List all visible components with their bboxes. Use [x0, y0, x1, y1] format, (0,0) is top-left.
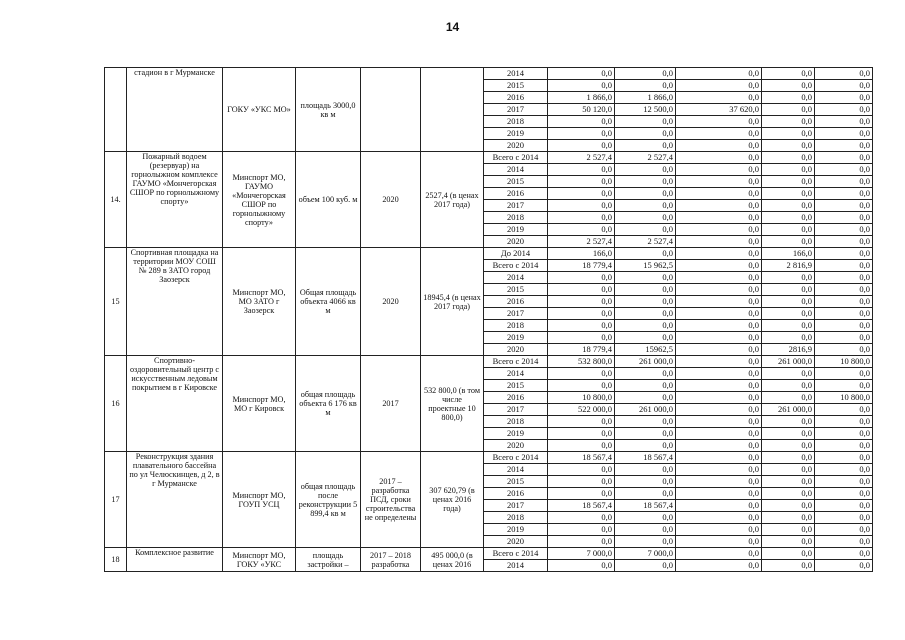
federal-budget: 0,0 [676, 152, 762, 164]
year-cell: Всего с 2014 [484, 452, 548, 464]
page-number: 14 [445, 20, 460, 34]
year-cell: 2015 [484, 176, 548, 188]
other-sources: 0,0 [815, 236, 873, 248]
federal-budget: 0,0 [676, 440, 762, 452]
local-budget: 0,0 [762, 428, 815, 440]
total-amount: 0,0 [548, 416, 615, 428]
regional-budget: 0,0 [615, 68, 676, 80]
other-sources: 10 800,0 [815, 356, 873, 368]
local-budget: 0,0 [762, 164, 815, 176]
local-budget: 0,0 [762, 476, 815, 488]
estimated-cost: 532 800,0 (в том числе проектные 10 800,0) [421, 356, 484, 452]
federal-budget: 0,0 [676, 320, 762, 332]
total-amount: 0,0 [548, 380, 615, 392]
regional-budget: 0,0 [615, 320, 676, 332]
other-sources: 0,0 [815, 164, 873, 176]
total-amount: 0,0 [548, 128, 615, 140]
other-sources: 0,0 [815, 128, 873, 140]
other-sources: 0,0 [815, 344, 873, 356]
year-cell: 2014 [484, 272, 548, 284]
total-amount: 0,0 [548, 320, 615, 332]
regional-budget: 18 567,4 [615, 452, 676, 464]
year-cell: 2020 [484, 344, 548, 356]
federal-budget: 0,0 [676, 260, 762, 272]
total-amount: 0,0 [548, 116, 615, 128]
year-cell: 2019 [484, 428, 548, 440]
completion-term: 2020 [361, 152, 421, 248]
other-sources: 0,0 [815, 200, 873, 212]
other-sources: 0,0 [815, 428, 873, 440]
investment-table [104, 67, 873, 572]
regional-budget: 0,0 [615, 464, 676, 476]
regional-budget: 261 000,0 [615, 404, 676, 416]
regional-budget: 0,0 [615, 164, 676, 176]
federal-budget: 0,0 [676, 392, 762, 404]
year-cell: 2016 [484, 92, 548, 104]
year-cell: 2016 [484, 296, 548, 308]
customer-name: Минспорт МО, МО г Кировск [223, 356, 296, 452]
regional-budget: 15962,5 [615, 344, 676, 356]
federal-budget: 0,0 [676, 224, 762, 236]
regional-budget: 0,0 [615, 224, 676, 236]
regional-budget: 0,0 [615, 416, 676, 428]
federal-budget: 0,0 [676, 68, 762, 80]
local-budget: 0,0 [762, 560, 815, 572]
federal-budget: 0,0 [676, 524, 762, 536]
regional-budget: 0,0 [615, 428, 676, 440]
table-row [105, 152, 873, 164]
table-row [105, 68, 873, 80]
regional-budget: 0,0 [615, 392, 676, 404]
other-sources: 0,0 [815, 404, 873, 416]
other-sources: 0,0 [815, 332, 873, 344]
regional-budget: 0,0 [615, 272, 676, 284]
regional-budget: 1 866,0 [615, 92, 676, 104]
other-sources: 0,0 [815, 500, 873, 512]
other-sources: 0,0 [815, 140, 873, 152]
local-budget: 0,0 [762, 224, 815, 236]
total-amount: 18 779,4 [548, 260, 615, 272]
local-budget: 2 816,9 [762, 260, 815, 272]
other-sources: 0,0 [815, 224, 873, 236]
year-cell: 2015 [484, 476, 548, 488]
total-amount: 0,0 [548, 284, 615, 296]
year-cell: 2016 [484, 188, 548, 200]
regional-budget: 0,0 [615, 440, 676, 452]
federal-budget: 0,0 [676, 344, 762, 356]
local-budget: 0,0 [762, 152, 815, 164]
local-budget: 0,0 [762, 104, 815, 116]
row-number: 16 [105, 356, 127, 452]
local-budget: 0,0 [762, 236, 815, 248]
federal-budget: 0,0 [676, 296, 762, 308]
total-amount: 18 779,4 [548, 344, 615, 356]
total-amount: 10 800,0 [548, 392, 615, 404]
other-sources: 0,0 [815, 464, 873, 476]
year-cell: 2014 [484, 368, 548, 380]
local-budget: 0,0 [762, 380, 815, 392]
total-amount: 0,0 [548, 224, 615, 236]
regional-budget: 0,0 [615, 296, 676, 308]
local-budget: 0,0 [762, 308, 815, 320]
total-amount: 0,0 [548, 332, 615, 344]
total-amount: 50 120,0 [548, 104, 615, 116]
federal-budget: 0,0 [676, 128, 762, 140]
local-budget: 0,0 [762, 488, 815, 500]
total-amount: 2 527,4 [548, 152, 615, 164]
object-capacity: общая площадь после реконструкции 5 899,4 кв м [296, 452, 361, 548]
total-amount: 18 567,4 [548, 452, 615, 464]
other-sources: 0,0 [815, 416, 873, 428]
federal-budget: 0,0 [676, 464, 762, 476]
federal-budget: 0,0 [676, 560, 762, 572]
year-cell: Всего с 2014 [484, 548, 548, 560]
regional-budget: 0,0 [615, 116, 676, 128]
regional-budget: 0,0 [615, 212, 676, 224]
year-cell: 2019 [484, 524, 548, 536]
total-amount: 0,0 [548, 440, 615, 452]
other-sources: 0,0 [815, 476, 873, 488]
local-budget: 0,0 [762, 464, 815, 476]
total-amount: 522 000,0 [548, 404, 615, 416]
estimated-cost: 18945,4 (в ценах 2017 года) [421, 248, 484, 356]
federal-budget: 0,0 [676, 140, 762, 152]
year-cell: 2020 [484, 536, 548, 548]
completion-term: 2017 [361, 356, 421, 452]
local-budget: 0,0 [762, 272, 815, 284]
year-cell: 2019 [484, 332, 548, 344]
other-sources: 0,0 [815, 320, 873, 332]
year-cell: 2020 [484, 140, 548, 152]
local-budget: 2816,9 [762, 344, 815, 356]
federal-budget: 0,0 [676, 116, 762, 128]
regional-budget: 0,0 [615, 488, 676, 500]
federal-budget: 0,0 [676, 452, 762, 464]
other-sources: 0,0 [815, 80, 873, 92]
other-sources: 0,0 [815, 92, 873, 104]
row-number [105, 68, 127, 152]
object-name: Комплексное развитие [127, 548, 223, 572]
total-amount: 7 000,0 [548, 548, 615, 560]
other-sources: 0,0 [815, 536, 873, 548]
federal-budget: 0,0 [676, 380, 762, 392]
object-name: Пожарный водоем (резервуар) на горнолыжном комплексе ГАУМО «Мончегорская СШОР по горнолыжному спорту» [127, 152, 223, 248]
year-cell: 2018 [484, 320, 548, 332]
federal-budget: 0,0 [676, 548, 762, 560]
local-budget: 0,0 [762, 452, 815, 464]
regional-budget: 15 962,5 [615, 260, 676, 272]
table-row [105, 356, 873, 368]
year-cell: Всего с 2014 [484, 260, 548, 272]
total-amount: 0,0 [548, 560, 615, 572]
object-name: Спортивно-оздоровительный центр с искусственным ледовым покрытием в г Кировске [127, 356, 223, 452]
other-sources: 0,0 [815, 176, 873, 188]
object-capacity: площадь застройки – [296, 548, 361, 572]
local-budget: 261 000,0 [762, 356, 815, 368]
regional-budget: 0,0 [615, 284, 676, 296]
total-amount: 0,0 [548, 188, 615, 200]
other-sources: 0,0 [815, 296, 873, 308]
other-sources: 0,0 [815, 116, 873, 128]
estimated-cost: 2527,4 (в ценах 2017 года) [421, 152, 484, 248]
regional-budget: 0,0 [615, 308, 676, 320]
regional-budget: 0,0 [615, 536, 676, 548]
regional-budget: 0,0 [615, 476, 676, 488]
local-budget: 0,0 [762, 140, 815, 152]
federal-budget: 0,0 [676, 92, 762, 104]
row-number: 14. [105, 152, 127, 248]
regional-budget: 0,0 [615, 200, 676, 212]
other-sources: 0,0 [815, 488, 873, 500]
total-amount: 0,0 [548, 200, 615, 212]
total-amount: 0,0 [548, 164, 615, 176]
local-budget: 0,0 [762, 332, 815, 344]
completion-term: 2017 – 2018 разработка [361, 548, 421, 572]
local-budget: 0,0 [762, 392, 815, 404]
local-budget: 0,0 [762, 200, 815, 212]
total-amount: 0,0 [548, 80, 615, 92]
total-amount: 0,0 [548, 428, 615, 440]
regional-budget: 0,0 [615, 188, 676, 200]
object-capacity: Общая площадь объекта 4066 кв м [296, 248, 361, 356]
federal-budget: 0,0 [676, 284, 762, 296]
regional-budget: 2 527,4 [615, 236, 676, 248]
customer-name: ГОКУ «УКС МО» [223, 68, 296, 152]
regional-budget: 7 000,0 [615, 548, 676, 560]
federal-budget: 0,0 [676, 332, 762, 344]
total-amount: 0,0 [548, 536, 615, 548]
total-amount: 0,0 [548, 368, 615, 380]
federal-budget: 0,0 [676, 80, 762, 92]
table-row [105, 248, 873, 260]
federal-budget: 0,0 [676, 188, 762, 200]
local-budget: 0,0 [762, 212, 815, 224]
federal-budget: 0,0 [676, 404, 762, 416]
table-body [105, 68, 873, 572]
regional-budget: 0,0 [615, 332, 676, 344]
local-budget: 166,0 [762, 248, 815, 260]
other-sources: 0,0 [815, 248, 873, 260]
year-cell: 2015 [484, 284, 548, 296]
total-amount: 0,0 [548, 464, 615, 476]
year-cell: 2015 [484, 380, 548, 392]
year-cell: 2015 [484, 80, 548, 92]
local-budget: 0,0 [762, 116, 815, 128]
local-budget: 0,0 [762, 524, 815, 536]
regional-budget: 0,0 [615, 512, 676, 524]
year-cell: 2014 [484, 464, 548, 476]
other-sources: 0,0 [815, 272, 873, 284]
regional-budget: 0,0 [615, 560, 676, 572]
estimated-cost: 307 620,79 (в ценах 2016 года) [421, 452, 484, 548]
total-amount: 1 866,0 [548, 92, 615, 104]
estimated-cost [421, 68, 484, 152]
year-cell: 2019 [484, 224, 548, 236]
other-sources: 0,0 [815, 524, 873, 536]
total-amount: 0,0 [548, 308, 615, 320]
row-number: 15 [105, 248, 127, 356]
federal-budget: 0,0 [676, 476, 762, 488]
other-sources: 0,0 [815, 104, 873, 116]
other-sources: 0,0 [815, 152, 873, 164]
customer-name: Минспорт МО, ГОУП УСЦ [223, 452, 296, 548]
total-amount: 18 567,4 [548, 500, 615, 512]
regional-budget: 0,0 [615, 248, 676, 260]
other-sources: 0,0 [815, 440, 873, 452]
local-budget: 0,0 [762, 92, 815, 104]
object-name: Реконструкция здания плавательного бассейна по ул Челюскинцев, д 2, в г Мурманске [127, 452, 223, 548]
year-cell: 2018 [484, 416, 548, 428]
regional-budget: 2 527,4 [615, 152, 676, 164]
year-cell: Всего с 2014 [484, 152, 548, 164]
year-cell: 2017 [484, 500, 548, 512]
completion-term: 2017 – разработка ПСД, сроки строительства не определены [361, 452, 421, 548]
other-sources: 0,0 [815, 188, 873, 200]
regional-budget: 18 567,4 [615, 500, 676, 512]
year-cell: 2014 [484, 560, 548, 572]
total-amount: 0,0 [548, 476, 615, 488]
federal-budget: 0,0 [676, 212, 762, 224]
total-amount: 0,0 [548, 272, 615, 284]
total-amount: 2 527,4 [548, 236, 615, 248]
federal-budget: 0,0 [676, 236, 762, 248]
year-cell: Всего с 2014 [484, 356, 548, 368]
row-number: 17 [105, 452, 127, 548]
estimated-cost: 495 000,0 (в ценах 2016 [421, 548, 484, 572]
federal-budget: 0,0 [676, 200, 762, 212]
year-cell: 2019 [484, 128, 548, 140]
object-name: Спортивная площадка на территории МОУ СОШ № 289 в ЗАТО город Заозерск [127, 248, 223, 356]
other-sources: 10 800,0 [815, 392, 873, 404]
local-budget: 0,0 [762, 548, 815, 560]
local-budget: 261 000,0 [762, 404, 815, 416]
year-cell: 2018 [484, 116, 548, 128]
year-cell: 2014 [484, 164, 548, 176]
federal-budget: 0,0 [676, 488, 762, 500]
federal-budget: 0,0 [676, 248, 762, 260]
total-amount: 0,0 [548, 512, 615, 524]
regional-budget: 0,0 [615, 140, 676, 152]
local-budget: 0,0 [762, 80, 815, 92]
other-sources: 0,0 [815, 452, 873, 464]
customer-name: Минспорт МО, ГОКУ «УКС [223, 548, 296, 572]
completion-term [361, 68, 421, 152]
object-name: стадион в г Мурманске [127, 68, 223, 152]
regional-budget: 261 000,0 [615, 356, 676, 368]
local-budget: 0,0 [762, 416, 815, 428]
table-row [105, 452, 873, 464]
year-cell: 2017 [484, 404, 548, 416]
year-cell: 2018 [484, 212, 548, 224]
object-capacity: объем 100 куб. м [296, 152, 361, 248]
local-budget: 0,0 [762, 68, 815, 80]
year-cell: 2017 [484, 308, 548, 320]
federal-budget: 0,0 [676, 500, 762, 512]
local-budget: 0,0 [762, 128, 815, 140]
year-cell: 2016 [484, 392, 548, 404]
local-budget: 0,0 [762, 284, 815, 296]
total-amount: 0,0 [548, 212, 615, 224]
year-cell: 2020 [484, 236, 548, 248]
local-budget: 0,0 [762, 368, 815, 380]
federal-budget: 37 620,0 [676, 104, 762, 116]
other-sources: 0,0 [815, 512, 873, 524]
year-cell: 2020 [484, 440, 548, 452]
regional-budget: 0,0 [615, 128, 676, 140]
local-budget: 0,0 [762, 440, 815, 452]
other-sources: 0,0 [815, 548, 873, 560]
customer-name: Минспорт МО, ГАУМО «Мончегорская СШОР по горнолыжному спорту» [223, 152, 296, 248]
other-sources: 0,0 [815, 368, 873, 380]
local-budget: 0,0 [762, 188, 815, 200]
year-cell: 2017 [484, 104, 548, 116]
row-number: 18 [105, 548, 127, 572]
total-amount: 166,0 [548, 248, 615, 260]
other-sources: 0,0 [815, 260, 873, 272]
total-amount: 0,0 [548, 524, 615, 536]
local-budget: 0,0 [762, 320, 815, 332]
regional-budget: 0,0 [615, 176, 676, 188]
total-amount: 532 800,0 [548, 356, 615, 368]
year-cell: 2014 [484, 68, 548, 80]
federal-budget: 0,0 [676, 428, 762, 440]
local-budget: 0,0 [762, 536, 815, 548]
total-amount: 0,0 [548, 296, 615, 308]
federal-budget: 0,0 [676, 272, 762, 284]
federal-budget: 0,0 [676, 308, 762, 320]
federal-budget: 0,0 [676, 356, 762, 368]
federal-budget: 0,0 [676, 176, 762, 188]
other-sources: 0,0 [815, 284, 873, 296]
other-sources: 0,0 [815, 380, 873, 392]
other-sources: 0,0 [815, 212, 873, 224]
federal-budget: 0,0 [676, 536, 762, 548]
completion-term: 2020 [361, 248, 421, 356]
other-sources: 0,0 [815, 68, 873, 80]
local-budget: 0,0 [762, 500, 815, 512]
customer-name: Минспорт МО, МО ЗАТО г Заозерск [223, 248, 296, 356]
table-row [105, 548, 873, 560]
year-cell: До 2014 [484, 248, 548, 260]
federal-budget: 0,0 [676, 164, 762, 176]
object-capacity: площадь 3000,0 кв м [296, 68, 361, 152]
other-sources: 0,0 [815, 560, 873, 572]
regional-budget: 0,0 [615, 524, 676, 536]
year-cell: 2018 [484, 512, 548, 524]
total-amount: 0,0 [548, 68, 615, 80]
federal-budget: 0,0 [676, 416, 762, 428]
total-amount: 0,0 [548, 176, 615, 188]
year-cell: 2017 [484, 200, 548, 212]
regional-budget: 0,0 [615, 368, 676, 380]
regional-budget: 12 500,0 [615, 104, 676, 116]
local-budget: 0,0 [762, 176, 815, 188]
regional-budget: 0,0 [615, 80, 676, 92]
regional-budget: 0,0 [615, 380, 676, 392]
total-amount: 0,0 [548, 140, 615, 152]
other-sources: 0,0 [815, 308, 873, 320]
year-cell: 2016 [484, 488, 548, 500]
federal-budget: 0,0 [676, 512, 762, 524]
object-capacity: общая площадь объекта 6 176 кв м [296, 356, 361, 452]
local-budget: 0,0 [762, 296, 815, 308]
federal-budget: 0,0 [676, 368, 762, 380]
local-budget: 0,0 [762, 512, 815, 524]
total-amount: 0,0 [548, 488, 615, 500]
